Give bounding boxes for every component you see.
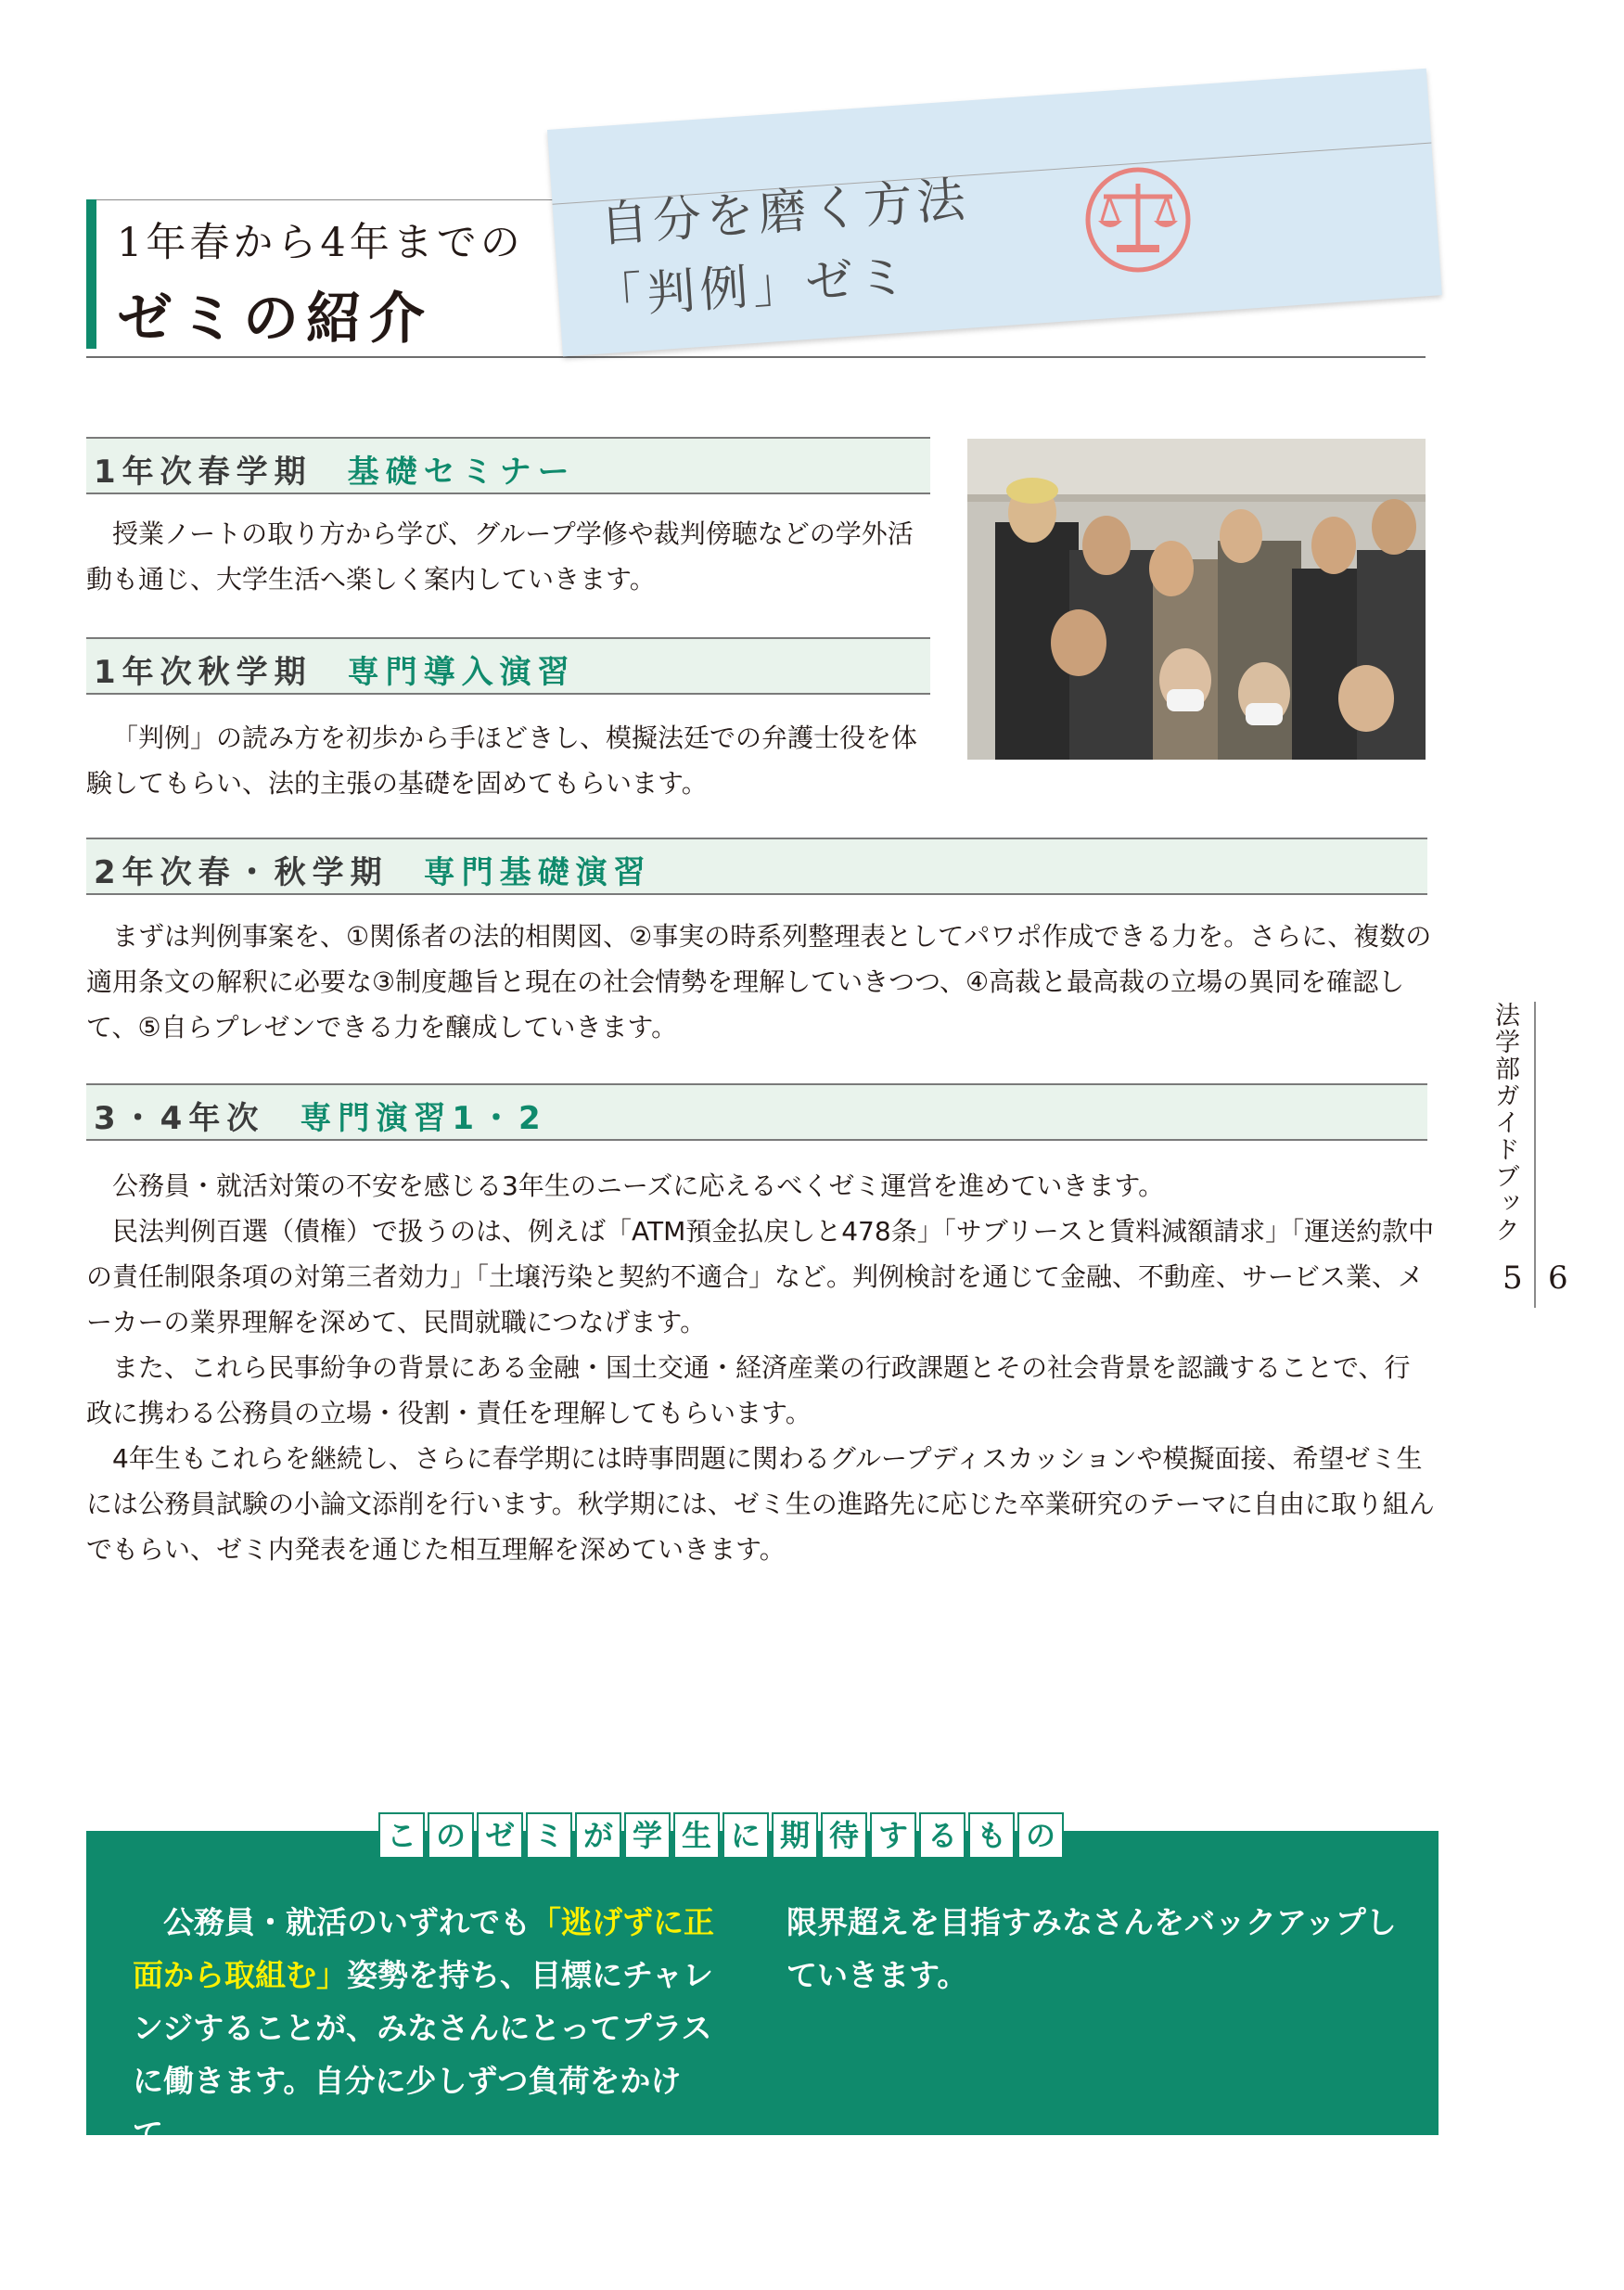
scales-of-justice-icon — [1083, 165, 1193, 275]
group-photo — [967, 439, 1426, 760]
section-title: 専門導入演習 — [347, 654, 576, 691]
paragraph: 4年生もこれらを継続し、さらに春学期には時事問題に関わるグループディスカッションや模擬面接、希望ゼミ生には公務員試験の小論文添削を行います。秋学期には、ゼミ生の進路先に応じた卒業研究のテーマに自由に取り組んでもらい、ゼミ内発表を通じた相互理解を深めていきます。 — [86, 1443, 1435, 1565]
expectation-right-text — [786, 1896, 1399, 2002]
section-4-body — [86, 1163, 1436, 1572]
page-title: ゼミの紹介 — [117, 287, 432, 352]
title-char: す — [870, 1812, 916, 1859]
title-char: が — [575, 1812, 621, 1859]
section-label: 2年次春・秋学期 — [94, 854, 389, 891]
title-char: も — [968, 1812, 1015, 1859]
title-char: の — [1017, 1812, 1064, 1859]
section-header-2 — [86, 637, 930, 695]
title-char: ゼ — [477, 1812, 523, 1859]
paragraph: まずは判例事案を、①関係者の法的相関図、②事実の時系列整理表としてパワポ作成できる力を。さらに、複数の適用条文の解釈に必要な③制度趣旨と現在の社会情勢を理解していきつつ、④高裁と最高裁の立場の異同を確認して、⑤自らプレゼンできる力を醸成していきます。 — [86, 921, 1432, 1043]
title-char: 待 — [821, 1812, 867, 1859]
title-char: こ — [378, 1812, 425, 1859]
section-label: 3・4年次 — [94, 1100, 265, 1137]
expectation-left-text — [133, 1896, 735, 2160]
title-char: 期 — [772, 1812, 818, 1859]
title-char: 学 — [624, 1812, 671, 1859]
title-char: ミ — [526, 1812, 572, 1859]
paragraph: 公務員・就活対策の不安を感じる3年生のニーズに応えるべくゼミ運営を進めていきます。 — [112, 1171, 1165, 1201]
expectation-box — [86, 1831, 1439, 2152]
section-header-4 — [86, 1083, 1427, 1141]
page-number-left: 5 — [1503, 1260, 1523, 1297]
expectation-title — [378, 1812, 1067, 1859]
section-title: 専門基礎演習 — [423, 854, 652, 891]
section-1-body — [86, 511, 935, 602]
section-header-1 — [86, 437, 930, 494]
section-label: 1年次秋学期 — [94, 654, 313, 691]
title-char: 生 — [673, 1812, 720, 1859]
section-title: 基礎セミナー — [347, 454, 576, 491]
title-char: る — [919, 1812, 965, 1859]
section-title: 専門演習1・2 — [300, 1100, 547, 1137]
section-header-3 — [86, 838, 1427, 895]
header-accent-bar — [86, 199, 96, 349]
section-label: 1年次春学期 — [94, 454, 313, 491]
page-subtitle: 1年春から4年までの — [117, 220, 524, 266]
paragraph: また、これら民事紛争の背景にある金融・国土交通・経済産業の行政課題とその社会背景を認識することで、行政に携わる公務員の立場・役割・責任を理解してもらいます。 — [86, 1352, 1411, 1428]
expectation-text-pre: 公務員・就活のいずれでも — [163, 1904, 531, 1940]
section-3-body — [86, 914, 1436, 1050]
header-bottom-rule — [86, 356, 1426, 358]
paragraph: 民法判例百選（債権）で扱うのは、例えば「ATM預金払戻しと478条」「サブリースと賃料減額請求」「運送約款中の責任制限条項の対第三者効力」「土壌汚染と契約不適合」など。判例検討を通じて金融、不動産、サービス業、メーカーの業界理解を深めて、民間就職につなげます。 — [86, 1216, 1435, 1337]
title-char: の — [428, 1812, 474, 1859]
paragraph: 授業ノートの取り方から学び、グループ学修や裁判傍聴などの学外活動も通じ、大学生活へ楽しく案内していきます。 — [86, 518, 914, 595]
sticky-note — [547, 69, 1442, 357]
sidebar-divider — [1534, 1002, 1536, 1308]
note-line-2: 「判例」ゼミ — [592, 249, 914, 326]
paragraph: 「判例」の読み方を初歩から手ほどきし、模擬法廷での弁護士役を体験してもらい、法的主張の基礎を固めてもらいます。 — [86, 723, 918, 799]
expectation-text-post: 姿勢を持ち、目標にチャレンジすることが、みなさんにとってプラスに働きます。自分に少しずつ負荷をかけて、 — [133, 1957, 714, 2152]
guidebook-label: 法学部ガイドブック — [1490, 1002, 1519, 1244]
expectation-highlight: 「逃げずに正面から取組む」 — [133, 1904, 714, 1993]
expectation-text-right: 限界超えを目指すみなさんをバックアップしていきます。 — [786, 1904, 1397, 1993]
page-number-right: 6 — [1548, 1260, 1568, 1297]
title-char: に — [722, 1812, 769, 1859]
section-2-body — [86, 715, 935, 806]
note-line-1: 自分を磨く方法 — [598, 172, 972, 254]
